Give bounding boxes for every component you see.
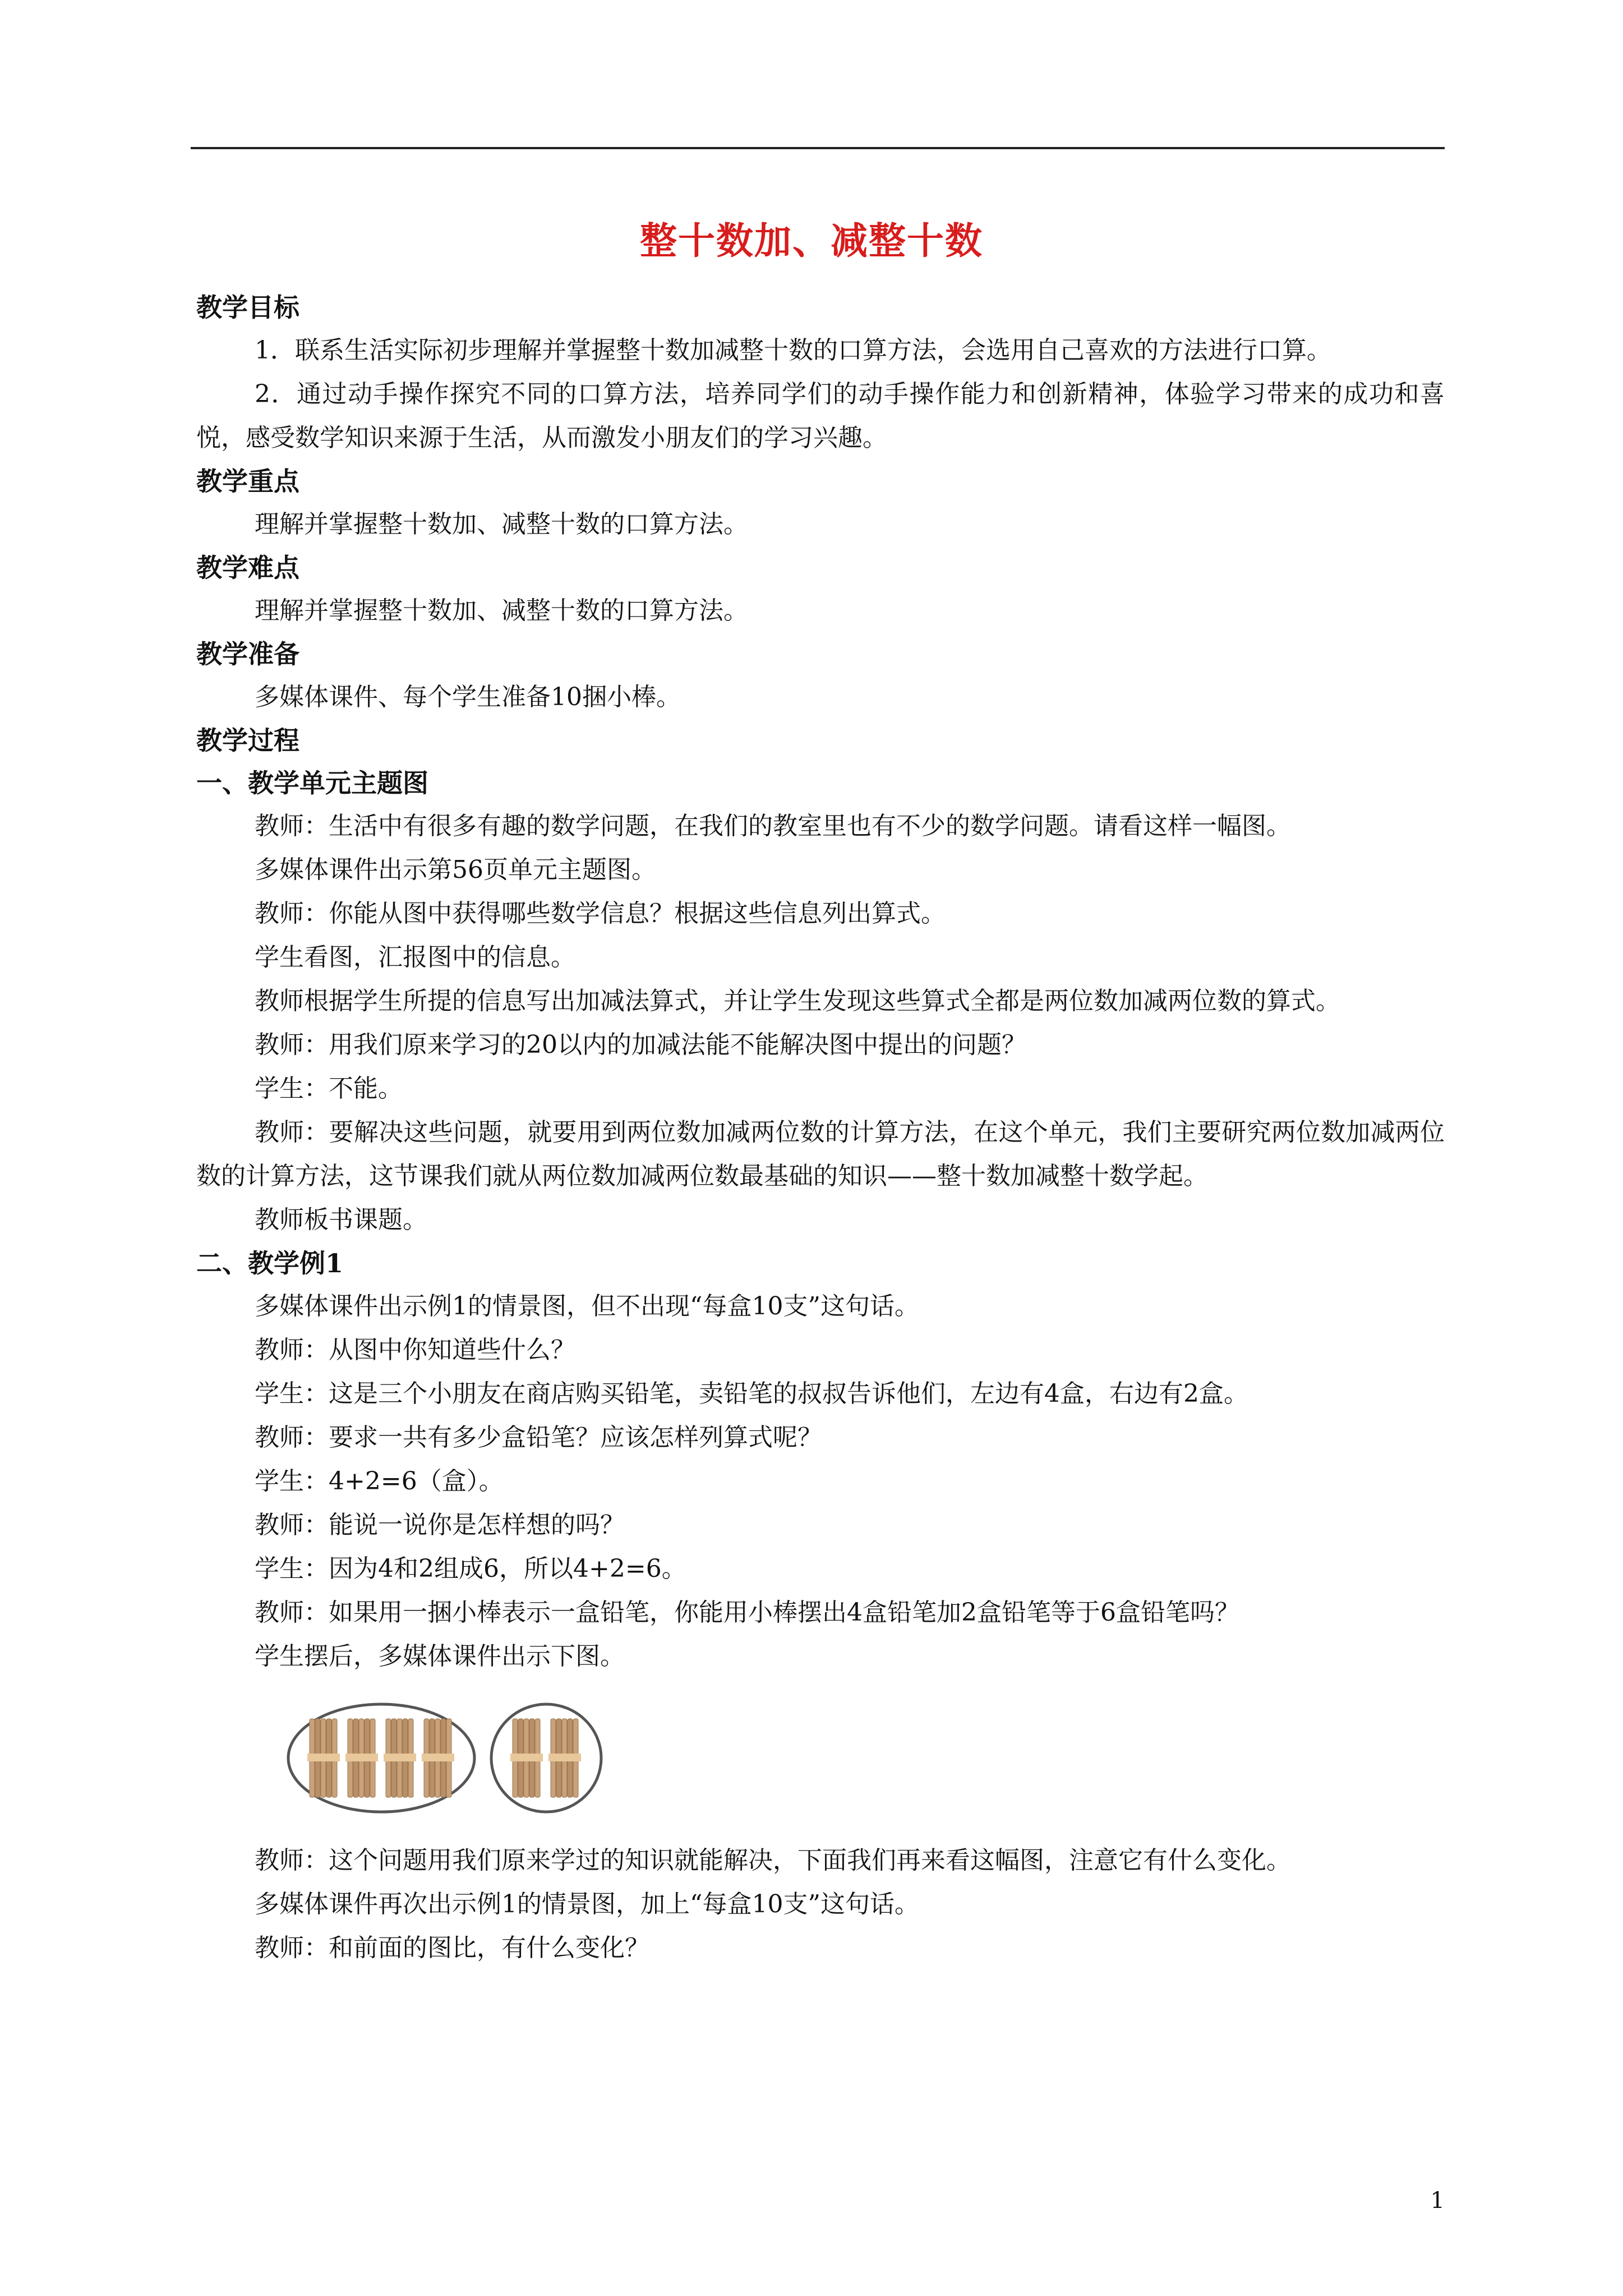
paragraph: 教师：这个问题用我们原来学过的知识就能解决，下面我们再来看这幅图，注意它有什么变化。	[255, 1846, 1291, 1875]
paragraph: 多媒体课件再次出示例1的情景图，加上“每盒10支”这句话。	[255, 1890, 919, 1918]
section-heading: 教学过程	[196, 725, 299, 756]
stick-bundle	[307, 1719, 340, 1797]
paragraph: 学生摆后，多媒体课件出示下图。	[255, 1642, 625, 1671]
paragraph: 教师：能说一说你是怎样想的吗？	[255, 1511, 625, 1539]
section-heading: 教学目标	[196, 292, 299, 323]
paragraph: 2．通过动手操作探究不同的口算方法，培养同学们的动手操作能力和创新精神，体验学习带来的成功和喜悦，感受数学知识来源于生活，从而激发小朋友们的学习兴趣。	[196, 380, 1445, 452]
paragraph: 教师：从图中你知道些什么？	[255, 1336, 575, 1364]
paragraph: 教师：如果用一捆小棒表示一盒铅笔，你能用小棒摆出4盒铅笔加2盒铅笔等于6盒铅笔吗？	[255, 1598, 1239, 1627]
paragraph: 学生：因为4和2组成6，所以4+2=6。	[255, 1554, 686, 1583]
section-heading: 二、教学例1	[196, 1248, 344, 1278]
sticks-figure	[255, 1692, 658, 1824]
paragraph: 多媒体课件出示第56页单元主题图。	[255, 855, 656, 884]
stick-bundle	[384, 1719, 416, 1797]
document-title: 整十数加、减整十数	[640, 219, 983, 263]
paragraph: 教师板书课题。	[255, 1205, 427, 1234]
paragraph: 教师：你能从图中获得哪些数学信息？根据这些信息列出算式。	[255, 899, 946, 928]
paragraph: 教师：要解决这些问题，就要用到两位数加减两位数的计算方法，在这个单元，我们主要研究两位数加减两位数的计算方法，这节课我们就从两位数加减两位数最基础的知识——整十数加减整十数学起。	[196, 1118, 1445, 1190]
paragraph: 多媒体课件出示例1的情景图，但不出现“每盒10支”这句话。	[255, 1292, 919, 1320]
paragraph: 理解并掌握整十数加、减整十数的口算方法。	[255, 596, 748, 625]
stick-bundle	[422, 1719, 454, 1797]
paragraph: 1．联系生活实际初步理解并掌握整十数加减整十数的口算方法，会选用自己喜欢的方法进行口算。	[255, 336, 1331, 365]
paragraph: 学生看图，汇报图中的信息。	[255, 943, 575, 972]
paragraph: 教师根据学生所提的信息写出加减法算式，并让学生发现这些算式全都是两位数加减两位数的算式。	[255, 987, 1340, 1015]
paragraph: 教师：生活中有很多有趣的数学问题，在我们的教室里也有不少的数学问题。请看这样一幅图。	[255, 812, 1291, 840]
section-heading: 教学难点	[196, 553, 299, 583]
section-heading: 一、教学单元主题图	[196, 768, 428, 798]
paragraph: 学生：4+2=6（盒）。	[255, 1467, 504, 1496]
paragraph: 教师：用我们原来学习的20以内的加减法能不能解决图中提出的问题？	[255, 1030, 1026, 1059]
bundle-group	[491, 1704, 601, 1812]
paragraph: 学生：不能。	[255, 1074, 403, 1103]
section-heading: 教学重点	[196, 466, 299, 496]
paragraph: 多媒体课件、每个学生准备10捆小棒。	[255, 683, 681, 711]
bundle-group	[288, 1704, 474, 1812]
stick-bundles-illustration	[255, 1692, 658, 1824]
stick-bundle	[345, 1719, 378, 1797]
paragraph: 学生：这是三个小朋友在商店购买铅笔，卖铅笔的叔叔告诉他们，左边有4盒，右边有2盒。	[255, 1379, 1248, 1408]
stick-bundle	[548, 1719, 581, 1797]
paragraph: 理解并掌握整十数加、减整十数的口算方法。	[255, 510, 748, 539]
group-oval	[491, 1704, 601, 1812]
stick-bundle	[510, 1719, 543, 1797]
document-body	[196, 286, 1445, 1970]
paragraph: 教师：和前面的图比，有什么变化？	[255, 1934, 649, 1962]
header-rule	[191, 147, 1445, 149]
page-number: 1	[1430, 2188, 1445, 2214]
section-heading: 教学准备	[196, 639, 299, 669]
paragraph: 教师：要求一共有多少盒铅笔？应该怎样列算式呢？	[255, 1423, 822, 1452]
